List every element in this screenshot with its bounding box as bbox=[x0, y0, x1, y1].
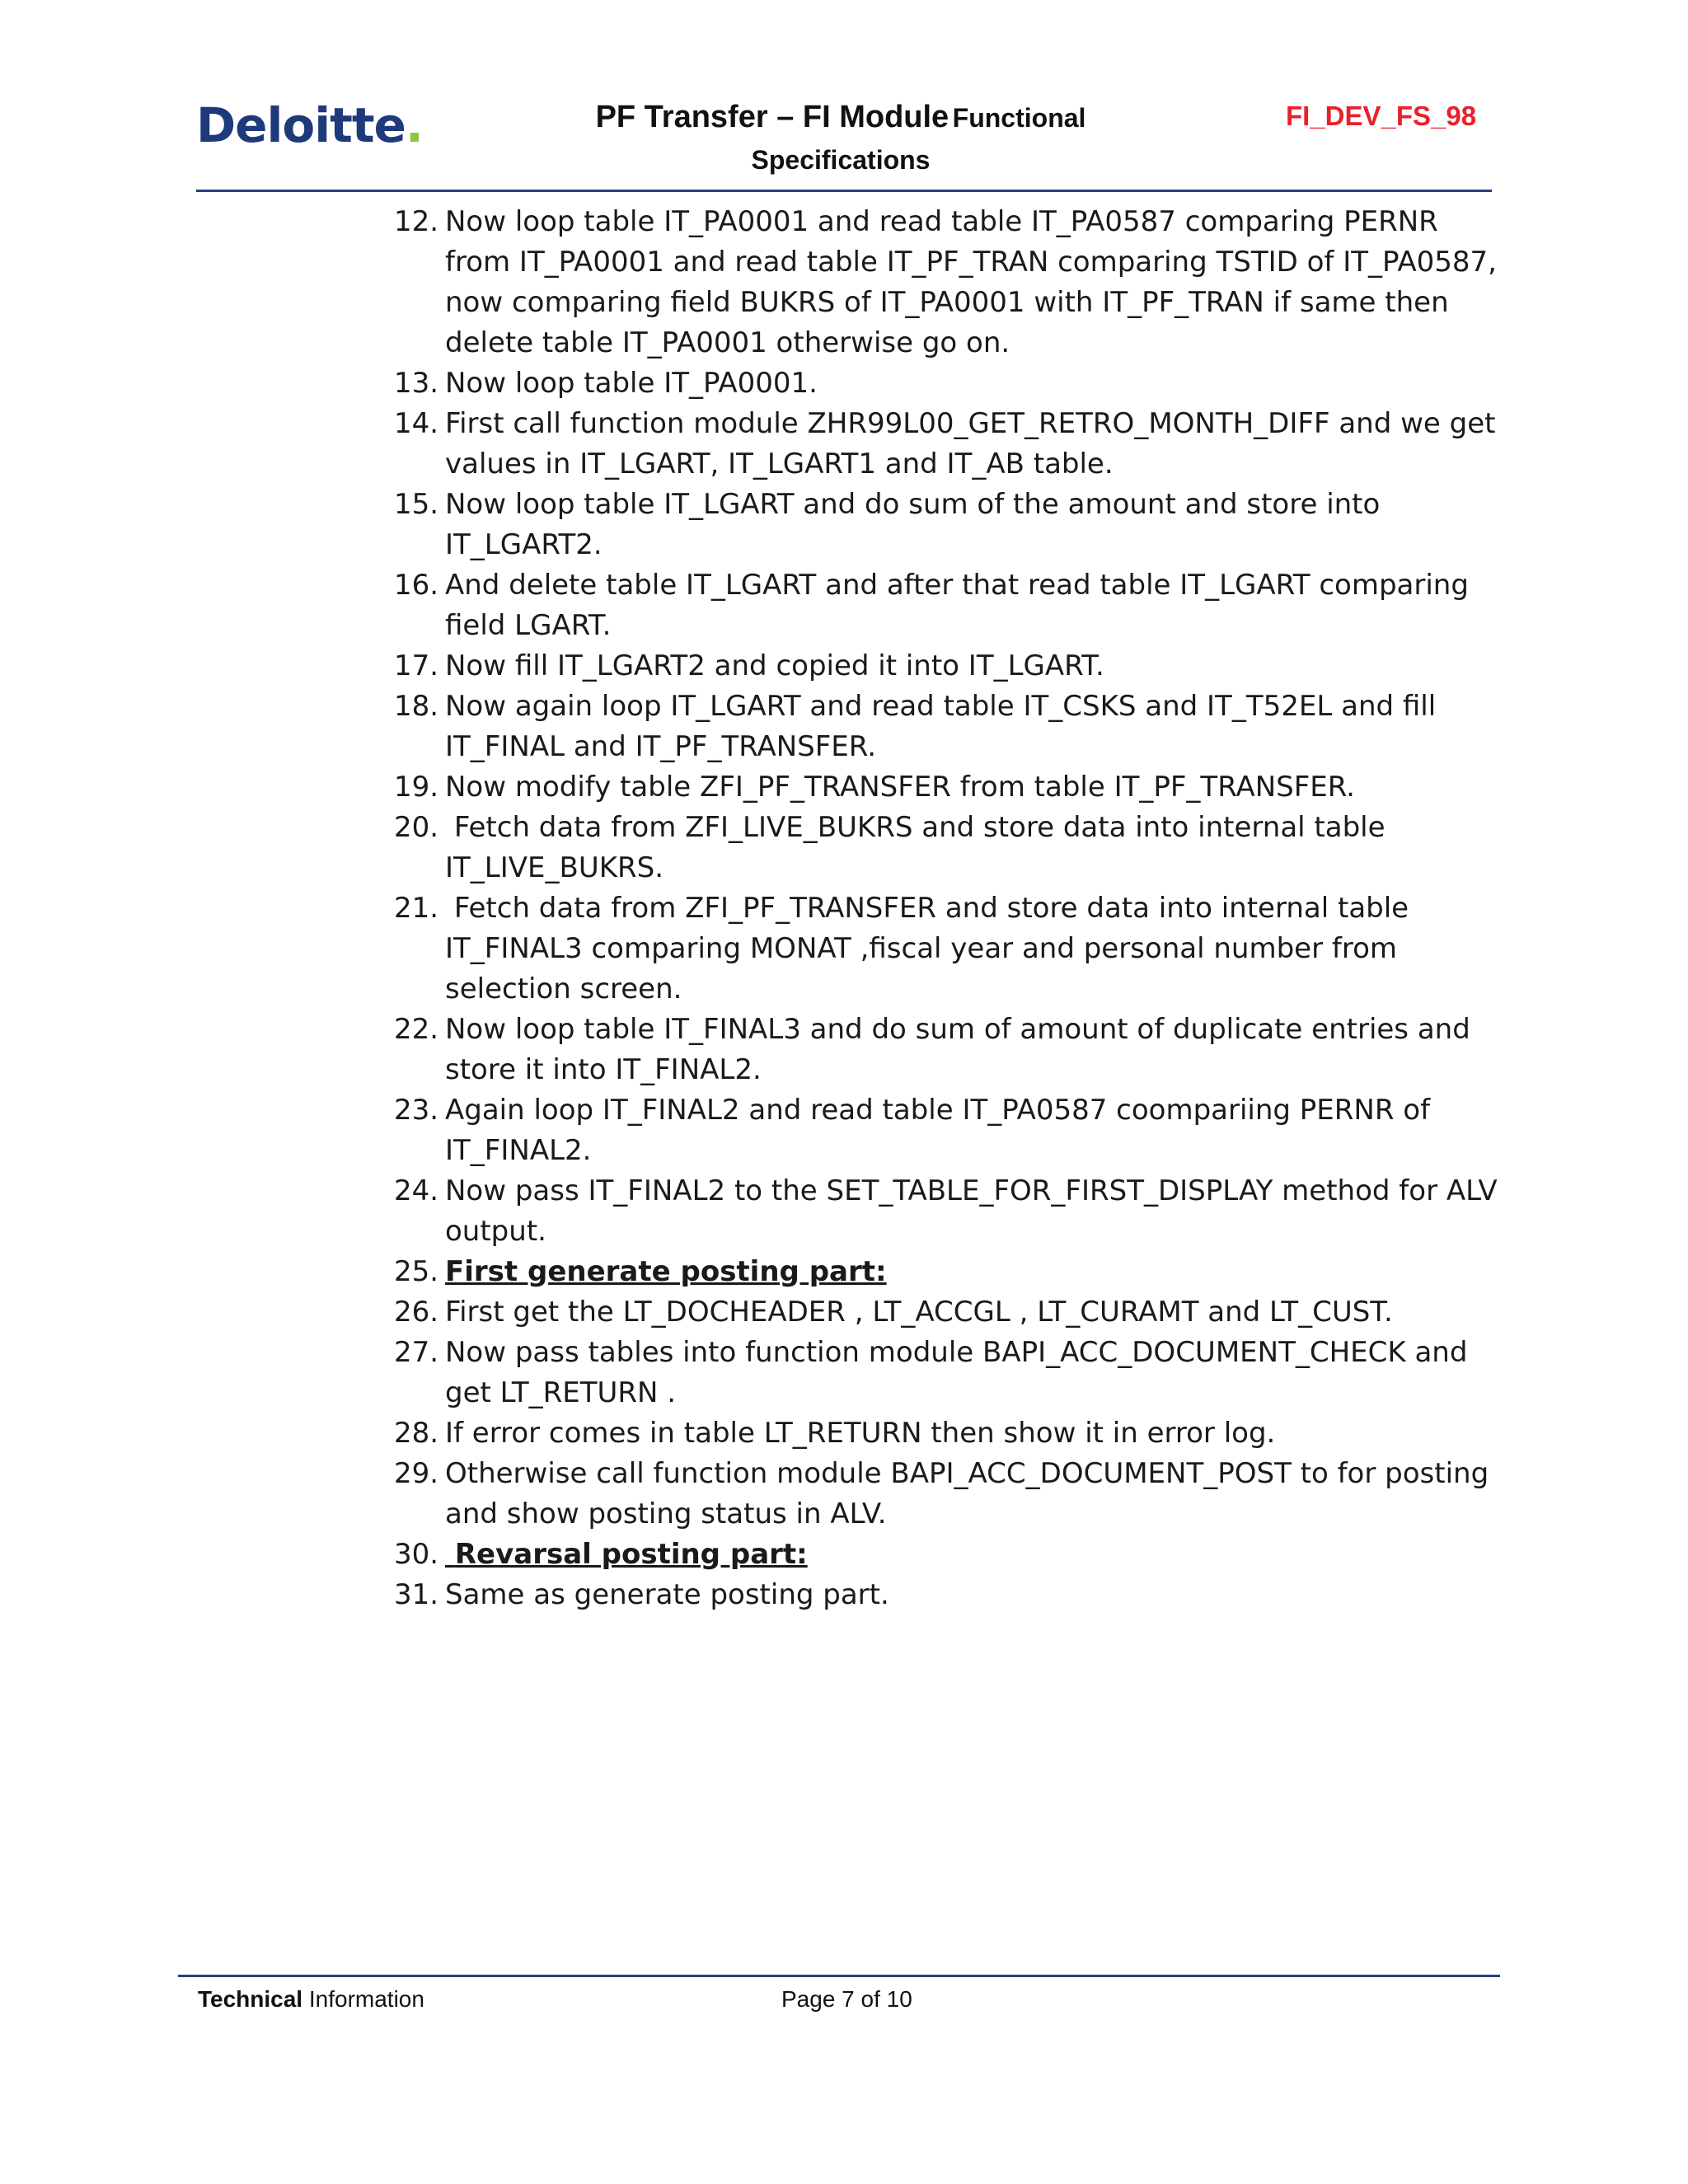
deloitte-logo bbox=[196, 97, 423, 153]
list-item-number: 25. bbox=[394, 1255, 439, 1288]
list-item bbox=[394, 1292, 1498, 1333]
list-item-text: Now loop table IT_PA0001. bbox=[445, 367, 818, 400]
list-item-text: First call function module ZHR99L00_GET_RETRO_MONTH_DIFF and we get values in IT_LGART, IT_LGART1 and IT_AB table. bbox=[445, 407, 1505, 480]
list-item-number: 30. bbox=[394, 1538, 439, 1571]
list-item-number: 29. bbox=[394, 1457, 439, 1490]
list-item-number: 16. bbox=[394, 569, 439, 602]
list-item-number: 19. bbox=[394, 771, 439, 804]
logo-text: Deloitte bbox=[196, 97, 406, 153]
list-item-text: Now pass tables into function module BAPI_ACC_DOCUMENT_CHECK and get LT_RETURN . bbox=[445, 1336, 1477, 1409]
list-item-text: Now loop table IT_LGART and do sum of the amount and store into IT_LGART2. bbox=[445, 488, 1390, 561]
list-item bbox=[394, 1535, 1498, 1575]
header-rule bbox=[196, 190, 1492, 192]
list-item-number: 12. bbox=[394, 205, 439, 238]
title-sub: Specifications bbox=[751, 145, 931, 175]
list-item bbox=[394, 646, 1498, 687]
list-item-number: 26. bbox=[394, 1296, 439, 1329]
section-heading: First generate posting part: bbox=[445, 1255, 887, 1288]
list-item bbox=[394, 1171, 1507, 1252]
list-item-text: Now loop table IT_FINAL3 and do sum of amount of duplicate entries and store it into IT_FINAL2. bbox=[445, 1013, 1479, 1086]
steps-list bbox=[394, 202, 1507, 1615]
list-item-number: 22. bbox=[394, 1013, 439, 1046]
list-item-text: Again loop IT_FINAL2 and read table IT_PA0587 coompariing PERNR of IT_FINAL2. bbox=[445, 1094, 1439, 1167]
list-item-text: Now again loop IT_LGART and read table IT_CSKS and IT_T52EL and fill IT_FINAL and IT_PF_TRANSFER. bbox=[445, 690, 1446, 763]
list-item-text: Otherwise call function module BAPI_ACC_DOCUMENT_POST to for posting and show posting status in ALV. bbox=[445, 1457, 1498, 1530]
footer-rule bbox=[178, 1975, 1500, 1977]
list-item-text: Now fill IT_LGART2 and copied it into IT_LGART. bbox=[445, 649, 1104, 682]
list-item-number: 24. bbox=[394, 1174, 439, 1207]
footer-classification bbox=[198, 1986, 424, 2013]
list-item-text: Fetch data from ZFI_LIVE_BUKRS and store data into internal table IT_LIVE_BUKRS. bbox=[445, 811, 1395, 884]
footer-bold-word: Technical bbox=[198, 1986, 303, 2012]
list-item-number: 20. bbox=[394, 811, 439, 844]
list-item bbox=[394, 1575, 1498, 1615]
list-item-number: 17. bbox=[394, 649, 439, 682]
section-heading: Revarsal posting part: bbox=[445, 1538, 808, 1571]
list-item bbox=[394, 1252, 1498, 1292]
list-item-number: 23. bbox=[394, 1094, 439, 1127]
list-item bbox=[394, 363, 1498, 404]
footer-rest: Information bbox=[302, 1986, 424, 2012]
list-item bbox=[394, 808, 1498, 888]
document-title bbox=[495, 99, 1187, 178]
list-item-text: Now loop table IT_PA0001 and read table IT_PA0587 comparing PERNR from IT_PA0001 and read table IT_PF_TRAN comparing TSTID of IT_PA0587, now comparing field BUKRS of IT_PA0001 with IT_PF_TRAN if same then delete table IT_PA0001 otherwise go on. bbox=[445, 205, 1506, 359]
page-number: Page 7 of 10 bbox=[781, 1986, 912, 2012]
list-item bbox=[394, 1333, 1498, 1413]
list-item-text: Fetch data from ZFI_PF_TRANSFER and store data into internal table IT_FINAL3 comparing MONAT ,fiscal year and personal number from selection screen. bbox=[445, 892, 1418, 1005]
list-item-number: 28. bbox=[394, 1417, 439, 1450]
list-item-number: 18. bbox=[394, 690, 439, 723]
list-item-number: 13. bbox=[394, 367, 439, 400]
list-item-text: If error comes in table LT_RETURN then show it in error log. bbox=[445, 1417, 1276, 1450]
list-item bbox=[394, 888, 1498, 1010]
list-item-number: 27. bbox=[394, 1336, 439, 1369]
list-item bbox=[394, 767, 1498, 808]
list-item bbox=[394, 1090, 1498, 1171]
list-item-number: 31. bbox=[394, 1578, 439, 1611]
list-item-text: And delete table IT_LGART and after that read table IT_LGART comparing field LGART. bbox=[445, 569, 1478, 642]
list-item-number: 15. bbox=[394, 488, 439, 521]
list-item bbox=[394, 687, 1498, 767]
list-item bbox=[394, 1010, 1498, 1090]
title-word: Functional bbox=[952, 103, 1086, 133]
list-item bbox=[394, 1454, 1498, 1535]
list-item-text: Now pass IT_FINAL2 to the SET_TABLE_FOR_FIRST_DISPLAY method for ALV output. bbox=[445, 1174, 1507, 1248]
list-item bbox=[394, 1413, 1498, 1454]
list-item-number: 14. bbox=[394, 407, 439, 440]
list-item bbox=[394, 485, 1498, 565]
list-item-text: Now modify table ZFI_PF_TRANSFER from table IT_PF_TRANSFER. bbox=[445, 771, 1355, 804]
title-main: PF Transfer – FI Module bbox=[595, 100, 950, 134]
list-item bbox=[394, 202, 1506, 363]
list-item-text: Same as generate posting part. bbox=[445, 1578, 889, 1611]
list-item bbox=[394, 404, 1505, 485]
document-id: FI_DEV_FS_98 bbox=[1286, 101, 1477, 131]
list-item-number: 21. bbox=[394, 892, 439, 925]
list-item-text: First get the LT_DOCHEADER , LT_ACCGL , LT_CURAMT and LT_CUST. bbox=[445, 1296, 1393, 1329]
logo-dot: . bbox=[405, 97, 423, 153]
list-item bbox=[394, 565, 1498, 646]
